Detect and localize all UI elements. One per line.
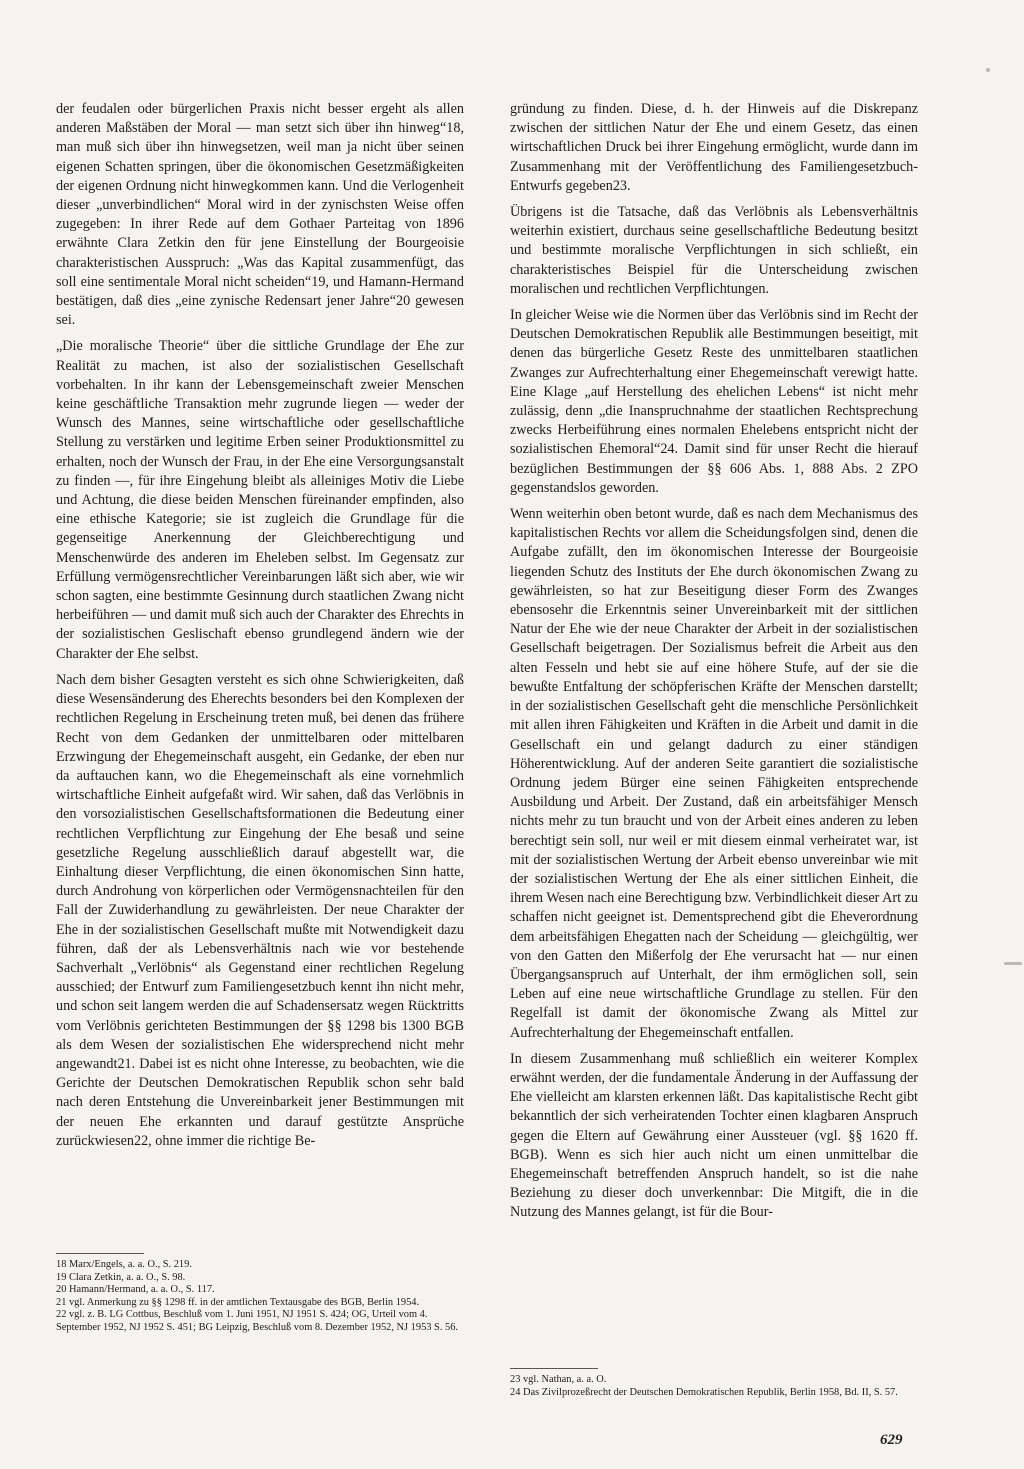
footnote: 18 Marx/Engels, a. a. O., S. 219.: [56, 1259, 192, 1270]
left-column: [56, 100, 464, 1158]
scan-speck: [1004, 962, 1022, 965]
footnote: 24 Das Zivilprozeßrecht der Deutschen Demokratischen Republik, Berlin 1958, Bd. II, S. 57.: [510, 1386, 898, 1398]
footnote-divider: [56, 1253, 144, 1254]
paragraph: Übrigens ist die Tatsache, daß das Verlöbnis als Lebensverhältnis weiterhin existiert, durchaus seine gesellschaftliche Bedeutung besitzt und bestimmte moralische Verpflichtungen in sich schließt, ein charakteristisches Beispiel für die Unterscheidung zwischen moralischen und rechtlichen Verpflichtungen.: [510, 204, 918, 297]
footnotes-left: [56, 1253, 464, 1335]
paragraph: gründung zu finden. Diese, d. h. der Hinweis auf die Diskrepanz zwischen der sittlichen Natur der Ehe und einem Gesetz, das einen wirtschaftlichen Druck bei ihrer Eingehung ermöglicht, wurde dann im Zusammenhang mit der Veröffentlichung des Familiengesetzbuch-Entwurfs gegeben23.: [510, 101, 918, 194]
paragraph: Wenn weiterhin oben betont wurde, daß es nach dem Mechanismus des kapitalistischen Rechts vor allem die Scheidungsfolgen sind, denen die Aufgabe zufällt, den im ökonomischen Interesse der Bourgeoisie liegenden Schutz des Instituts der Ehe durch ökonomischen Zwang zu gewährleisten, so hat zur Beseitigung dieser Form des Zwanges ebensosehr die Erkenntnis seiner Unvereinbarkeit mit der sittlichen Natur der Ehe wie der neue Charakter der Arbeit in der sozialistischen Gesellschaft beigetragen. Der Sozialismus befreit die Arbeit aus den alten Fesseln und hebt sie auf eine höhere Stufe, auf der sie die bewußte Entfaltung der schöpferischen Kräfte der Menschen darstellt; in der sozialistischen Gesellschaft geht die menschliche Persönlichkeit mit allen ihren Fähigkeiten und Kräften in die Arbeit und damit in die Gesellschaft ein und gelangt dadurch zu einer ständigen Höherentwicklung. Auf der anderen Seite garantiert die sozialistische Ordnung jedem Bürger eine seinen Fähigkeiten entsprechende Ausbildung und Arbeit. Der Zustand, daß ein arbeitsfähiger Mensch nichts mehr zu tun braucht und von der Arbeit eines anderen zu leben berechtigt sein soll, nur weil er mit diesem einmal verheiratet war, ist mit der sozialistischen Wertung der Arbeit ebenso unvereinbar wie mit der sozialistischen Wertung der Ehe als einer sittlichen Einheit, die ihrem Wesen nach eine Berechtigung bzw. Verbindlichkeit dieser Art zu schaffen nicht geeignet ist. Dementsprechend gibt die Eheverordnung dem arbeitsfähigen Ehegatten nach der Scheidung — gleichgültig, wer von den Gatten den Mißerfolg der Ehe verursacht hat — nur einen Übergangsanspruch auf Unterhalt, der ihm ermöglichen soll, sein Leben auf eine neue wirtschaftliche Grundlage zu stellen. Für den Regelfall ist damit der ökonomische Zwang als Mittel zur Aufrechterhaltung der Ehegemeinschaft entfallen.: [510, 506, 918, 1041]
paragraph: „Die moralische Theorie“ über die sittliche Grundlage der Ehe zur Realität zu machen, ist also der sozialistischen Gesellschaft vorbehalten. In ihr kann der Lebensgemeinschaft zweier Menschen keine geschäftliche Transaktion mehr zugrunde liegen — weder der Wunsch des Mannes, seine wirtschaftliche oder gesellschaftliche Stellung zu verstärken und legitime Erben seiner Produktionsmittel zu erhalten, noch der Wunsch der Frau, in der Ehe eine Versorgungsanstalt zu finden —, für ihre Eingehung bleibt als alleiniges Motiv die Liebe und Achtung, die diese beiden Menschen füreinander empfinden, also eine ethische Kategorie; sie ist zugleich die Grundlage für die gegenseitige Anerkennung der Gleichberechtigung und Menschenwürde des anderen im Eheleben selbst. Im Gegensatz zur Erfüllung vermögensrechtlicher Vereinbarungen läßt sich aber, wie wir schon sagten, eine bestimmte Gesinnung durch staatlichen Zwang nicht herbeiführen — und damit muß sich auch der Charakter des Ehrechts in der sozialistischen Geslischaft ebenso grundlegend ändern wie der Charakter der Ehe selbst.: [56, 338, 464, 662]
paragraph: In gleicher Weise wie die Normen über das Verlöbnis sind im Recht der Deutschen Demokratischen Republik alle Bestimmungen beseitigt, mit denen das bürgerliche Gesetz Reste des unmittelbaren staatlichen Zwanges zur Aufrechterhaltung einer Ehegemeinschaft verewigt hatte. Eine Klage „auf Herstellung des ehelichen Lebens“ ist nicht mehr zulässig, denn „die Inanspruchnahme der staatlichen Rechtsprechung zwecks Herbeiführung eines normalen Ehelebens entspricht nicht der sozialistischen Ehemoral“24. Damit sind für unser Recht die hierauf bezüglichen Bestimmungen der §§ 606 Abs. 1, 888 Abs. 2 ZPO gegenstandslos geworden.: [510, 307, 918, 496]
footnotes-right: [510, 1368, 918, 1399]
footnote: 23 vgl. Nathan, a. a. O.: [510, 1374, 607, 1385]
footnote: 22 vgl. z. B. LG Cottbus, Beschluß vom 1. Juni 1951, NJ 1951 S. 424; OG, Urteil vom 4. September 1952, NJ 1952 S. 451; BG Leipzig, Beschluß vom 8. Dezember 1952, NJ 1953 S. 56.: [56, 1309, 459, 1333]
paragraph: der feudalen oder bürgerlichen Praxis nicht besser ergeht als allen anderen Maßstäben der Moral — man setzt sich über ihn hinweg“18, man muß sich über ihn hinwegsetzen, weil man ja nicht über seinen eigenen Schatten springen, über die ökonomischen Gesetzmäßigkeiten der eigenen Ordnung nicht hinwegkommen kann. Und die Verlogenheit dieser „unverbindlichen“ Moral wird in der zynischsten Weise offen zugegeben: In ihrer Rede auf dem Gothaer Parteitag von 1896 erwähnte Clara Zetkin den für jene Einstellung der Bourgeoisie charakteristischen Ausspruch: „Was das Kapital zusammenfügt, das soll eine sentimentale Moral nicht scheiden“19, und Hamann-Hermand bestätigen, daß dies „eine zynische Redensart jener Jahre“20 gewesen sei.: [56, 101, 464, 329]
right-column: [510, 100, 918, 1230]
footnote: 21 vgl. Anmerkung zu §§ 1298 ff. in der amtlichen Textausgabe des BGB, Berlin 1954.: [56, 1296, 420, 1308]
page-number: 629: [880, 1432, 903, 1448]
paragraph: Nach dem bisher Gesagten versteht es sich ohne Schwierigkeiten, daß diese Wesensänderung des Eherechts besonders bei den Komplexen der rechtlichen Regelung in Erscheinung treten muß, bei denen das frühere Recht von dem Gedanken der unmittelbaren oder mittelbaren Erzwingung der Ehegemeinschaft ausgeht, ein Gedanke, der eben nur da auftauchen kann, wo die Ehegemeinschaft als eine vornehmlich wirtschaftliche Einheit aufgefaßt wird. Wir sahen, daß das Verlöbnis in den vorsozialistischen Gesellschaftsformationen die Bedeutung einer rechtlichen Verpflichtung zur Eingehung der Ehe besaß und seine gesetzliche Regelung ausschließlich darauf abgestellt war, die Einhaltung dieser Verpflichtung, die einen ökonomischen Sinn hatte, durch Androhung von körperlichen oder Vermögensnachteilen für den Fall der Zuwiderhandlung zu gewährleisten. Der neue Charakter der Ehe in der sozialistischen Gesellschaft mußte mit Notwendigkeit dazu führen, daß der als Lebensverhältnis nach wie vor bestehende Sachverhalt „Verlöbnis“ als Gegenstand einer rechtlichen Regelung ausschied; der Entwurf zum Familiengesetzbuch kennt ihn nicht mehr, und schon seit langem werden die auf Schadensersatz wegen Rücktritts vom Verlöbnis gerichteten Bestimmungen der §§ 1298 bis 1300 BGB als dem Wesen der sozialistischen Ehe widersprechend nicht mehr angewandt21. Dabei ist es nicht ohne Interesse, zu beobachten, wie die Gerichte der Deutschen Demokratischen Republik schon sehr bald nach deren Entstehung die Unvereinbarkeit jener Bestimmungen mit der neuen Ehe erkannten und darauf gestützte Ansprüche zurückwiesen22, ohne immer die richtige Be-: [56, 671, 464, 1149]
paragraph: In diesem Zusammenhang muß schließlich ein weiterer Komplex erwähnt werden, der die fundamentale Änderung in der Auffassung der Ehe vielleicht am klarsten erkennen läßt. Das kapitalistische Recht gibt bekanntlich der sich verheiratenden Tochter einen klagbaren Anspruch gegen die Eltern auf Gewährung einer Aussteuer (vgl. §§ 1620 ff. BGB). Wenn es sich hier auch nicht um einen unmittelbar die Ehegemeinschaft betreffenden Anspruch handelt, so ist die nahe Beziehung zu dieser doch unverkennbar: Die Mitgift, die in die Nutzung des Mannes gelangt, ist für die Bour-: [510, 1050, 918, 1221]
footnote-divider: [510, 1368, 598, 1369]
footnote: 19 Clara Zetkin, a. a. O., S. 98.: [56, 1271, 186, 1283]
scan-speck: [986, 68, 990, 72]
footnote: 20 Hamann/Hermand, a. a. O., S. 117.: [56, 1284, 215, 1296]
